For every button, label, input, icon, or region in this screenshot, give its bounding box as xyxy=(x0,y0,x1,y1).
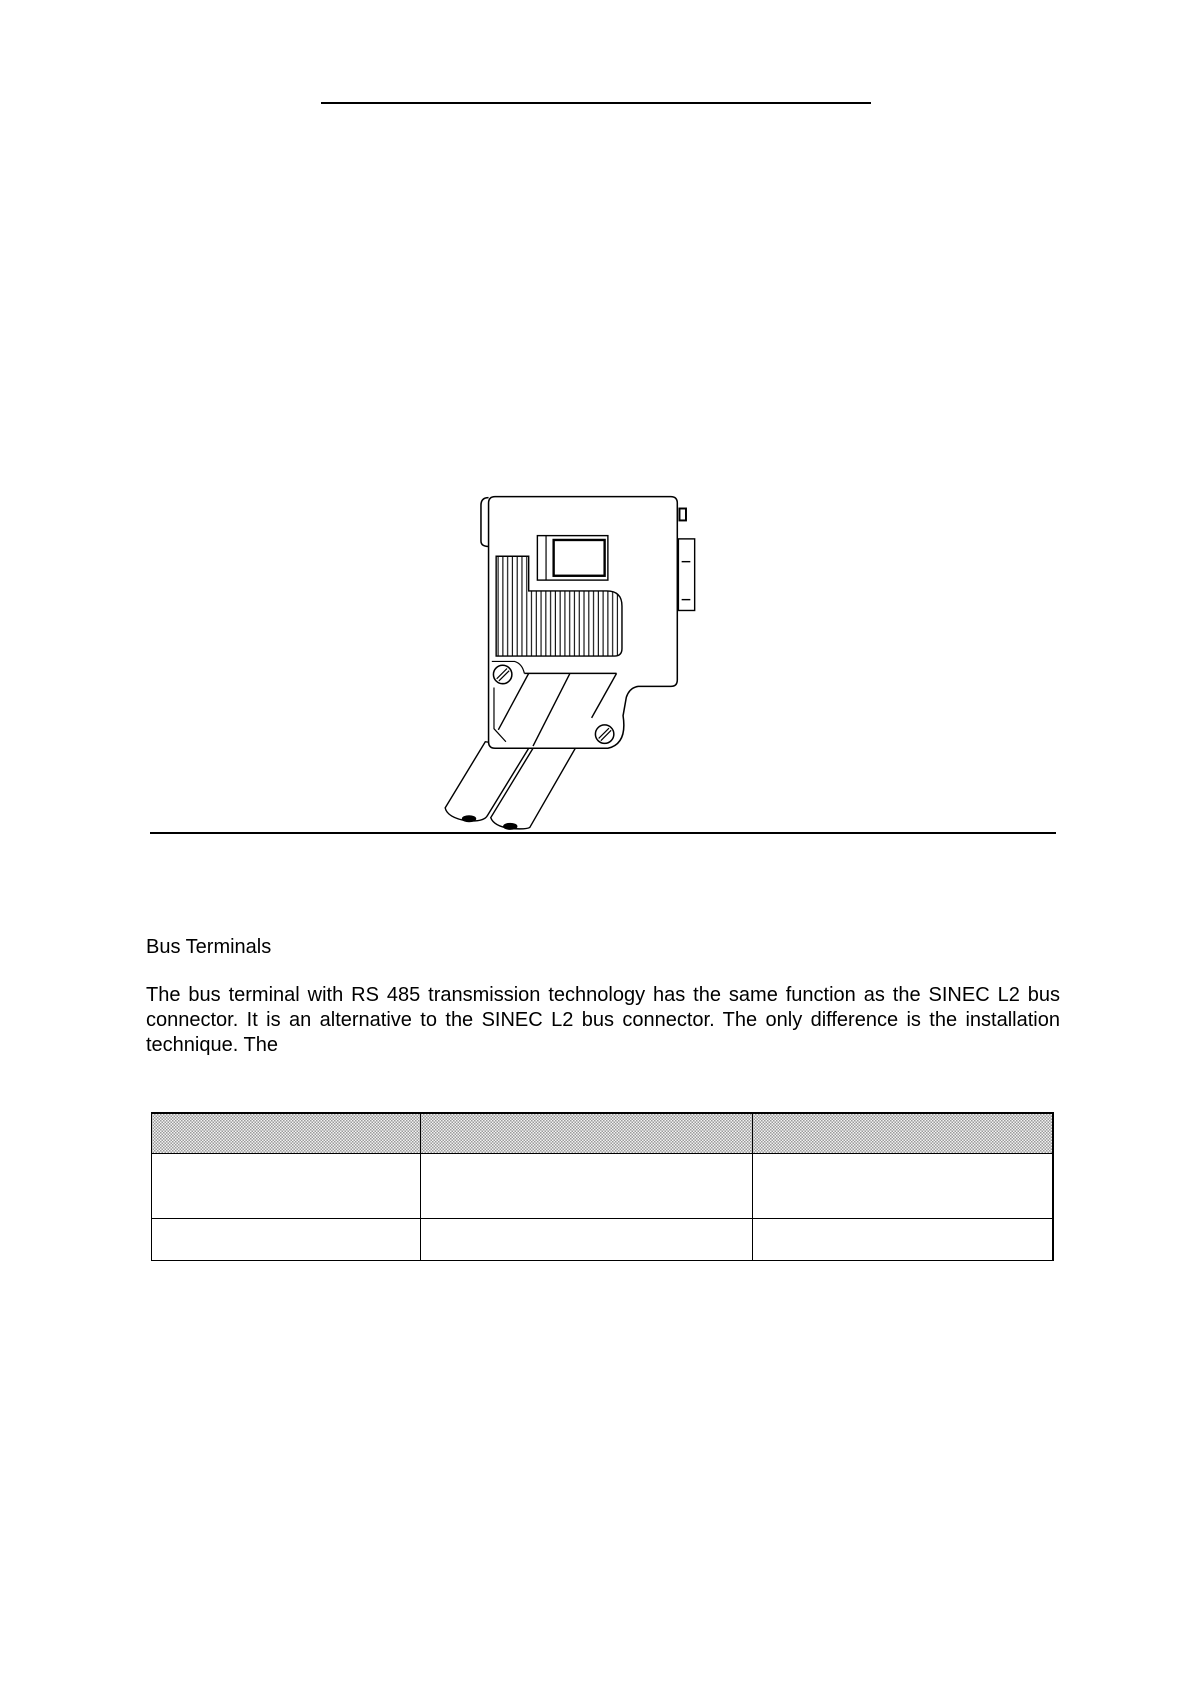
locking-nub xyxy=(679,509,686,521)
table-cell xyxy=(152,1153,421,1218)
table-cell xyxy=(421,1153,753,1218)
paragraph-line: technique. The xyxy=(146,1034,278,1056)
table-header-cell xyxy=(421,1113,753,1153)
body-paragraph xyxy=(146,983,1060,1058)
bus-connector-drawing xyxy=(443,491,699,833)
paragraph-line: The bus terminal with RS 485 transmission technology has the same function as the SINEC L2 bus xyxy=(146,984,1060,1006)
table-cell xyxy=(152,1218,421,1260)
coding-switch xyxy=(537,536,608,580)
blank-table xyxy=(151,1112,1054,1261)
table-cell xyxy=(753,1218,1053,1260)
table-header-cell xyxy=(152,1113,421,1153)
table-header-cell xyxy=(753,1113,1053,1153)
paragraph-line: connector. It is an alternative to the SINEC L2 bus connector. The only difference is the installation xyxy=(146,1009,1060,1031)
table-row xyxy=(152,1218,1053,1260)
table-cell xyxy=(753,1153,1053,1218)
table-header-row xyxy=(152,1113,1053,1153)
table-row xyxy=(152,1153,1053,1218)
screw xyxy=(493,665,511,683)
section-heading: Bus Terminals xyxy=(146,936,272,958)
sub-d-plug xyxy=(678,539,694,611)
table-cell xyxy=(421,1218,753,1260)
figure-rule xyxy=(150,832,1056,834)
header-rule xyxy=(321,102,871,104)
screw xyxy=(595,725,613,743)
